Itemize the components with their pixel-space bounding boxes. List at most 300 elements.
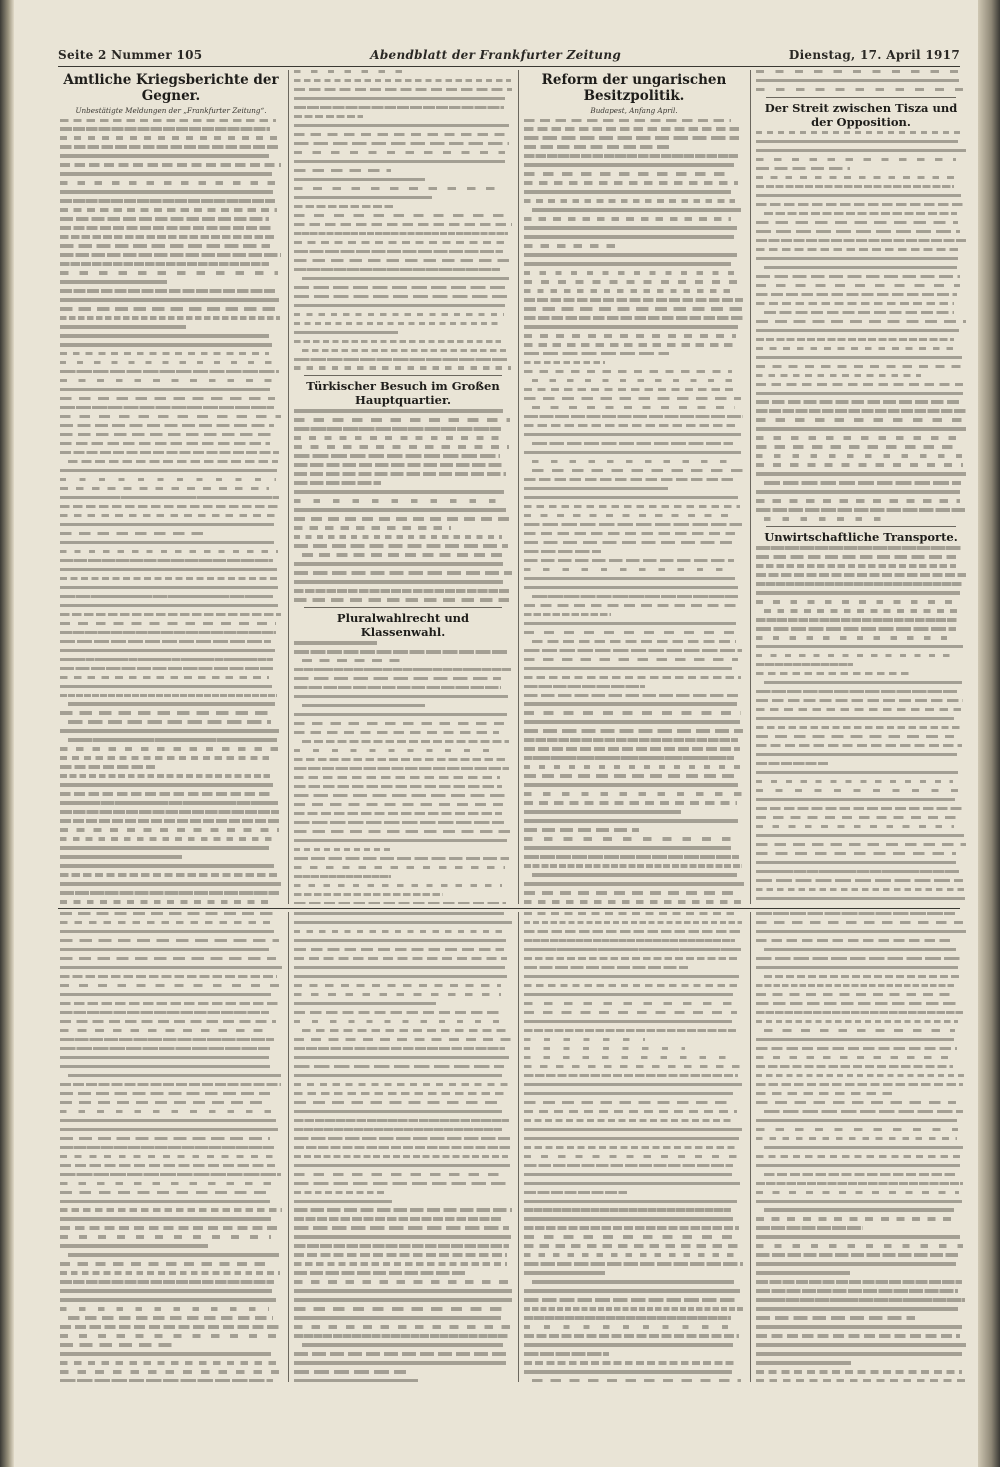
text-line <box>294 1056 509 1059</box>
text-line <box>60 163 281 166</box>
text-line <box>294 1173 499 1176</box>
text-line <box>524 1119 731 1122</box>
text-line <box>60 352 269 355</box>
text-line <box>524 1164 733 1167</box>
text-line <box>756 1038 954 1041</box>
text-line <box>294 875 391 878</box>
text-line <box>524 298 743 301</box>
text-line <box>756 861 956 864</box>
text-line <box>524 505 740 508</box>
text-line <box>60 921 270 924</box>
text-line <box>524 1298 737 1301</box>
text-line <box>60 119 276 122</box>
text-line <box>524 1047 685 1050</box>
headline-transporte: Unwirtschaftliche Transporte. <box>764 530 958 545</box>
text-line <box>294 722 504 725</box>
text-line <box>764 975 962 978</box>
text-line <box>756 356 962 359</box>
text-line <box>60 1083 281 1086</box>
text-line <box>60 747 281 750</box>
column-divider <box>750 70 751 904</box>
text-line <box>524 855 739 858</box>
column-1 <box>60 70 282 904</box>
text-line <box>294 1047 505 1050</box>
text-line <box>756 1253 958 1256</box>
text-line <box>756 654 957 657</box>
text-line <box>524 1343 733 1346</box>
text-line <box>294 250 503 253</box>
text-line <box>524 1226 739 1229</box>
text-line <box>60 136 279 139</box>
text-line <box>60 1191 271 1194</box>
text-line <box>756 1155 960 1158</box>
text-line <box>294 1182 507 1185</box>
text-line <box>68 1316 273 1319</box>
text-line <box>60 828 279 831</box>
text-line <box>68 1074 281 1077</box>
text-line <box>294 160 505 163</box>
text-line <box>60 1038 274 1041</box>
text-line <box>524 253 737 256</box>
text-line <box>524 649 742 652</box>
text-line <box>294 1253 507 1256</box>
text-line <box>60 1011 269 1014</box>
text-line <box>756 1262 956 1265</box>
text-line <box>524 370 732 373</box>
text-line <box>756 726 961 729</box>
column-divider <box>750 912 751 1382</box>
text-line <box>294 930 507 933</box>
text-line <box>756 753 957 756</box>
text-line <box>60 966 282 969</box>
text-line <box>294 1200 392 1203</box>
text-line <box>524 729 743 732</box>
text-line <box>756 897 965 900</box>
text-line <box>756 1325 962 1328</box>
text-line <box>294 232 508 235</box>
text-line <box>524 765 743 768</box>
text-line <box>756 870 959 873</box>
text-line <box>756 302 954 305</box>
text-line <box>294 812 502 815</box>
text-line <box>524 810 681 813</box>
text-line <box>294 749 501 752</box>
text-line <box>294 1191 386 1194</box>
text-line <box>60 1128 278 1131</box>
text-line <box>294 340 501 343</box>
text-line <box>60 433 276 436</box>
text-line <box>294 830 510 833</box>
text-line <box>524 631 743 634</box>
text-line <box>60 343 272 346</box>
text-line <box>294 893 443 896</box>
text-line <box>60 930 274 933</box>
text-line <box>764 1029 955 1032</box>
text-line <box>756 185 954 188</box>
text-line <box>524 280 739 283</box>
text-line <box>756 454 962 457</box>
article-separator <box>766 97 956 98</box>
text-line <box>60 1065 270 1068</box>
text-line <box>756 636 955 639</box>
text-line <box>60 595 273 598</box>
text-line <box>756 852 956 855</box>
text-line <box>60 676 269 679</box>
text-line <box>756 1020 958 1023</box>
text-line <box>60 975 277 978</box>
text-line <box>60 451 279 454</box>
text-line <box>524 127 739 130</box>
text-line <box>756 1101 956 1104</box>
text-line <box>294 1208 512 1211</box>
text-line <box>524 1002 737 1005</box>
text-line <box>294 1217 501 1220</box>
text-line <box>294 1325 510 1328</box>
text-line <box>756 1137 957 1140</box>
text-line <box>60 1271 280 1274</box>
text-line <box>524 289 734 292</box>
text-line <box>294 948 504 951</box>
text-line <box>294 79 511 82</box>
text-line <box>756 248 961 251</box>
text-line <box>294 187 501 190</box>
text-line <box>60 235 275 238</box>
text-line <box>532 460 734 463</box>
text-line <box>524 541 732 544</box>
text-line <box>60 1226 282 1229</box>
text-line <box>756 717 954 720</box>
text-line <box>756 921 963 924</box>
text-line <box>294 1002 436 1005</box>
text-line <box>294 589 510 592</box>
text-line <box>756 284 960 287</box>
text-line <box>756 1056 957 1059</box>
text-line <box>60 334 269 337</box>
text-line <box>756 708 961 711</box>
text-line <box>294 957 507 960</box>
article-body <box>756 546 966 904</box>
text-line <box>524 388 735 391</box>
text-line <box>294 304 505 307</box>
text-line <box>524 1038 645 1041</box>
text-line <box>524 667 732 670</box>
article-body <box>294 641 512 904</box>
text-line <box>60 478 276 481</box>
text-line <box>60 244 270 247</box>
text-line <box>524 1056 737 1059</box>
text-line <box>524 172 732 175</box>
text-line <box>756 762 828 765</box>
text-line <box>756 383 963 386</box>
feuilleton-column-2 <box>294 912 512 1382</box>
text-line <box>294 1226 509 1229</box>
text-line <box>60 855 182 858</box>
text-line <box>294 839 507 842</box>
text-line <box>756 239 966 242</box>
text-line <box>60 1298 276 1301</box>
text-line <box>524 550 601 553</box>
text-line <box>756 347 960 350</box>
text-line <box>294 508 506 511</box>
text-line <box>764 517 886 520</box>
text-line <box>60 523 274 526</box>
text-line <box>60 145 278 148</box>
text-line <box>294 178 425 181</box>
text-line <box>294 902 506 904</box>
text-line <box>756 1316 915 1319</box>
column-2 <box>294 70 512 904</box>
headline-kriegsberichte: Amtliche Kriegsberichte der Gegner. <box>63 72 279 104</box>
text-line <box>60 882 281 885</box>
text-line <box>294 939 506 942</box>
text-line <box>60 873 279 876</box>
text-line <box>60 1092 270 1095</box>
text-line <box>756 798 955 801</box>
text-line <box>524 226 737 229</box>
text-line <box>294 1307 505 1310</box>
text-line <box>294 686 501 689</box>
page-edge-right <box>978 0 1000 1467</box>
text-line <box>60 577 279 580</box>
text-line <box>60 505 280 508</box>
text-line <box>756 789 965 792</box>
text-line <box>60 388 270 391</box>
text-line <box>756 744 962 747</box>
text-line <box>524 1316 731 1319</box>
text-line <box>764 212 957 215</box>
feuilleton-column-1 <box>60 912 282 1382</box>
text-line <box>302 704 425 707</box>
text-line <box>524 1235 740 1238</box>
text-line <box>294 641 377 644</box>
text-line <box>756 957 963 960</box>
text-line <box>524 694 738 697</box>
text-line <box>756 88 963 91</box>
text-line <box>60 298 279 301</box>
text-line <box>756 1370 962 1373</box>
text-line <box>524 1289 740 1292</box>
text-line <box>60 1119 276 1122</box>
text-line <box>524 325 738 328</box>
text-line <box>524 900 741 903</box>
text-line <box>764 481 961 484</box>
text-line <box>532 469 744 472</box>
text-line <box>524 568 733 571</box>
text-line <box>524 747 740 750</box>
text-line <box>756 1182 963 1185</box>
text-line <box>524 343 733 346</box>
text-line <box>294 151 505 154</box>
text-line <box>524 1011 737 1014</box>
text-line <box>60 253 281 256</box>
text-line <box>60 984 279 987</box>
text-line <box>756 771 958 774</box>
text-line <box>756 825 954 828</box>
text-line <box>60 622 276 625</box>
text-line <box>524 586 738 589</box>
text-line <box>294 803 503 806</box>
text-line <box>294 358 507 361</box>
text-line <box>756 939 954 942</box>
text-line <box>524 190 731 193</box>
text-line <box>524 702 737 705</box>
text-line <box>524 271 743 274</box>
text-line <box>524 939 735 942</box>
text-line <box>524 720 740 723</box>
text-line <box>524 882 744 885</box>
text-line <box>524 930 741 933</box>
text-line <box>294 912 504 915</box>
text-line <box>60 774 270 777</box>
text-line <box>524 136 739 139</box>
text-line <box>294 106 504 109</box>
text-line <box>294 445 509 448</box>
text-line <box>524 783 738 786</box>
text-line <box>294 472 506 475</box>
text-line <box>524 451 741 454</box>
text-line <box>756 843 966 846</box>
header-date: Dienstag, 17. April 1917 <box>788 48 960 62</box>
text-line <box>294 526 451 529</box>
text-line <box>60 316 280 319</box>
text-line <box>60 765 155 768</box>
text-line <box>294 499 502 502</box>
text-line <box>756 780 953 783</box>
text-line <box>60 1146 274 1149</box>
text-line <box>294 322 500 325</box>
text-line <box>756 1065 953 1068</box>
text-line <box>294 124 509 127</box>
text-line <box>524 1200 737 1203</box>
text-line <box>60 514 276 517</box>
text-line <box>756 329 959 332</box>
text-line <box>60 1208 282 1211</box>
text-line <box>294 535 502 538</box>
text-line <box>60 1352 271 1355</box>
text-line <box>60 280 167 283</box>
headline-besitzpolitik: Reform der ungarischen Besitzpolitik. <box>541 72 727 104</box>
text-line <box>524 514 735 517</box>
text-line <box>524 801 737 804</box>
text-line <box>60 217 269 220</box>
text-line <box>764 1208 954 1211</box>
text-line <box>756 564 956 567</box>
article-body <box>756 131 966 521</box>
text-line <box>294 1011 502 1014</box>
text-line <box>756 149 966 152</box>
text-line <box>60 1235 271 1238</box>
text-line <box>60 819 280 822</box>
text-line <box>294 650 508 653</box>
text-line <box>302 1343 503 1346</box>
text-line <box>294 758 506 761</box>
text-line <box>294 223 512 226</box>
text-line <box>294 857 509 860</box>
text-line <box>756 1128 958 1131</box>
text-line <box>524 181 738 184</box>
text-line <box>756 176 959 179</box>
text-line <box>524 1217 733 1220</box>
text-line <box>60 1361 278 1364</box>
text-line <box>524 163 734 166</box>
text-line <box>756 1083 963 1086</box>
text-line <box>294 1334 508 1337</box>
text-line <box>60 658 273 661</box>
text-line <box>294 1074 502 1077</box>
text-line <box>60 154 269 157</box>
text-line <box>532 595 738 598</box>
text-line <box>294 966 505 969</box>
text-line <box>756 1352 962 1355</box>
text-line <box>60 361 275 364</box>
text-line <box>294 921 512 924</box>
text-line <box>60 550 278 553</box>
text-line <box>60 496 279 499</box>
text-line <box>524 1334 739 1337</box>
text-line <box>524 711 741 714</box>
text-line <box>60 1182 276 1185</box>
text-line <box>524 1146 735 1149</box>
text-line <box>764 609 961 612</box>
text-line <box>294 133 506 136</box>
text-line <box>60 532 209 535</box>
text-line <box>294 1164 510 1167</box>
text-line <box>756 392 963 395</box>
text-line <box>60 1047 270 1050</box>
text-line <box>294 1352 508 1355</box>
text-line <box>756 1074 964 1077</box>
article-body <box>524 119 744 905</box>
text-line <box>756 1271 850 1274</box>
text-line <box>60 900 273 903</box>
text-line <box>524 792 742 795</box>
text-line <box>60 487 269 490</box>
text-line <box>294 490 504 493</box>
text-line <box>532 640 736 643</box>
text-line <box>60 694 277 697</box>
text-line <box>524 984 739 987</box>
text-line <box>756 912 955 915</box>
text-line <box>524 1092 733 1095</box>
header-rule <box>58 66 960 67</box>
text-line <box>756 418 962 421</box>
text-line <box>524 828 639 831</box>
text-line <box>294 70 406 73</box>
section-rule <box>58 908 960 909</box>
text-line <box>764 1110 963 1113</box>
text-line <box>60 1280 274 1283</box>
text-line <box>294 427 501 430</box>
text-line <box>294 1235 511 1238</box>
text-line <box>524 1020 732 1023</box>
page-header <box>58 46 960 64</box>
text-line <box>294 668 511 671</box>
text-line <box>524 1361 736 1364</box>
text-line <box>60 1379 273 1382</box>
text-line <box>756 816 960 819</box>
text-line <box>756 1047 957 1050</box>
text-line <box>756 1244 963 1247</box>
text-line <box>68 720 271 723</box>
text-line <box>756 1191 959 1194</box>
text-line <box>756 140 958 143</box>
text-line <box>756 555 956 558</box>
text-line <box>60 756 269 759</box>
text-line <box>294 196 432 199</box>
text-line <box>532 442 733 445</box>
text-line <box>68 702 275 705</box>
text-line <box>524 433 741 436</box>
